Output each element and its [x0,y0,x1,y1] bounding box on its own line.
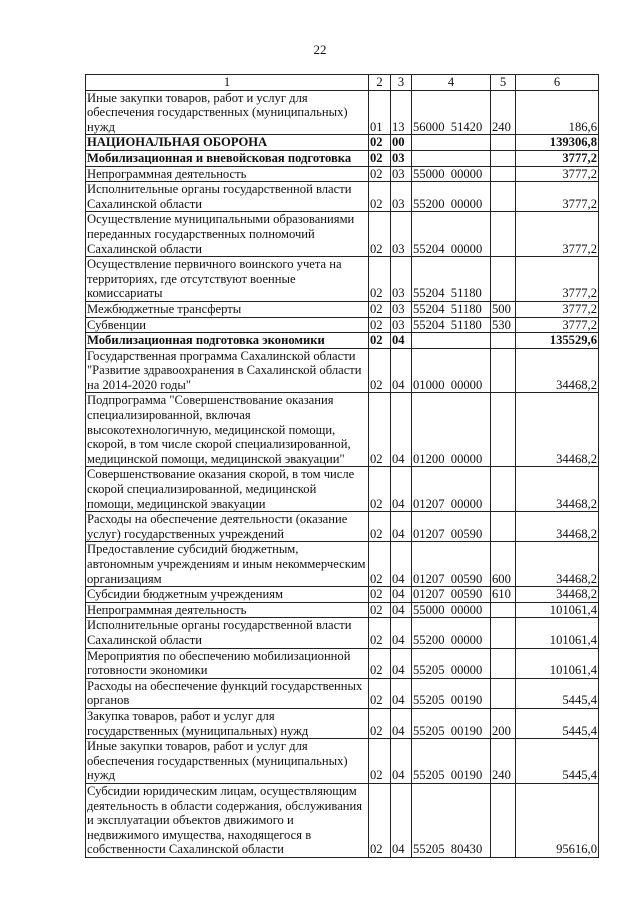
row-amount: 34468,2 [516,348,599,393]
row-name: Предоставление субсидий бюджетным, автономным учреждениям и иным некоммерческим организациям [86,542,369,587]
row-expense-type [491,333,516,349]
row-subsection: 03 [391,182,412,212]
row-expense-type [491,182,516,212]
row-expense-type: 240 [491,739,516,784]
row-section: 02 [369,708,391,738]
table-row [86,783,599,857]
row-expense-type [491,348,516,393]
row-expense-type [491,602,516,618]
row-section: 02 [369,678,391,708]
row-name: Закупка товаров, работ и услуг для государственных (муниципальных) нужд [86,708,369,738]
row-section: 02 [369,618,391,648]
row-name: Осуществление муниципальными образованиями переданных государственных полномочий Сахалинской области [86,212,369,257]
row-amount: 3777,2 [516,166,599,182]
row-subsection: 04 [391,348,412,393]
row-expense-type: 530 [491,317,516,333]
table-row [86,708,599,738]
row-section: 02 [369,467,391,512]
header-col-3: 3 [391,75,412,91]
header-col-2: 2 [369,75,391,91]
header-col-1: 1 [86,75,369,91]
row-target-article: 55200 00000 [412,618,491,648]
table-row [86,333,599,349]
row-expense-type [491,467,516,512]
row-section: 02 [369,166,391,182]
row-subsection: 04 [391,618,412,648]
row-expense-type: 600 [491,542,516,587]
row-subsection: 00 [391,135,412,151]
row-section: 02 [369,739,391,784]
row-target-article: 01200 00000 [412,393,491,467]
page-number: 22 [313,42,327,57]
table-row [86,587,599,603]
row-target-article: 56000 51420 [412,90,491,135]
row-target-article: 01000 00000 [412,348,491,393]
row-subsection: 03 [391,166,412,182]
row-name: Мобилизационная подготовка экономики [86,333,369,349]
row-amount: 3777,2 [516,257,599,302]
row-name: Подпрограмма "Совершенствование оказания специализированной, включая высокотехнологичную, медицинской помощи, скорой, в том числе скорой специализированной, медицинской помощи, медицинской эвакуации" [86,393,369,467]
row-subsection: 13 [391,90,412,135]
table-row [86,678,599,708]
row-name: Расходы на обеспечение функций государственных органов [86,678,369,708]
row-name: Мобилизационная и вневойсковая подготовка [86,150,369,166]
row-amount: 34468,2 [516,512,599,542]
row-amount: 101061,4 [516,602,599,618]
row-name: Иные закупки товаров, работ и услуг для обеспечения государственных (муниципальных) нужд [86,739,369,784]
row-name: Непрограммная деятельность [86,166,369,182]
row-section: 02 [369,393,391,467]
row-expense-type [491,618,516,648]
table-row [86,257,599,302]
row-section: 02 [369,602,391,618]
table-row [86,542,599,587]
row-target-article: 55204 51180 [412,317,491,333]
row-expense-type [491,166,516,182]
row-name: Осуществление первичного воинского учета на территориях, где отсутствуют военные комиссариаты [86,257,369,302]
row-amount: 101061,4 [516,648,599,678]
row-target-article [412,333,491,349]
row-expense-type [491,512,516,542]
table-row [86,150,599,166]
row-subsection: 04 [391,783,412,857]
row-section: 02 [369,317,391,333]
row-expense-type [491,212,516,257]
table-row [86,301,599,317]
row-name: Исполнительные органы государственной власти Сахалинской области [86,618,369,648]
row-target-article: 55204 51180 [412,301,491,317]
row-amount: 135529,6 [516,333,599,349]
table-row [86,166,599,182]
row-name: Субсидии бюджетным учреждениям [86,587,369,603]
row-name: Совершенствование оказания скорой, в том числе скорой специализированной, медицинской помощи, медицинской эвакуации [86,467,369,512]
row-amount: 95616,0 [516,783,599,857]
row-section: 02 [369,333,391,349]
row-amount: 34468,2 [516,542,599,587]
row-amount: 101061,4 [516,618,599,648]
row-subsection: 03 [391,212,412,257]
row-name: Исполнительные органы государственной власти Сахалинской области [86,182,369,212]
row-section: 02 [369,257,391,302]
table-row [86,618,599,648]
row-amount: 5445,4 [516,678,599,708]
row-section: 02 [369,301,391,317]
row-target-article: 55000 00000 [412,166,491,182]
row-amount: 34468,2 [516,393,599,467]
row-amount: 186,6 [516,90,599,135]
row-amount: 139306,8 [516,135,599,151]
row-target-article: 55205 00190 [412,708,491,738]
row-target-article: 55204 00000 [412,212,491,257]
table-row [86,90,599,135]
row-subsection: 03 [391,150,412,166]
row-name: Расходы на обеспечение деятельности (оказание услуг) государственных учреждений [86,512,369,542]
row-subsection: 04 [391,602,412,618]
table-row [86,182,599,212]
row-expense-type [491,150,516,166]
row-subsection: 04 [391,467,412,512]
row-section: 02 [369,212,391,257]
row-target-article: 01207 00590 [412,587,491,603]
row-target-article: 55200 00000 [412,182,491,212]
table-row [86,317,599,333]
row-subsection: 04 [391,739,412,784]
row-expense-type: 240 [491,90,516,135]
table-row [86,602,599,618]
table-row [86,212,599,257]
row-target-article: 55205 80430 [412,783,491,857]
row-subsection: 04 [391,512,412,542]
row-expense-type [491,135,516,151]
row-name: Субвенции [86,317,369,333]
table-header-row [86,75,599,91]
row-subsection: 03 [391,257,412,302]
row-target-article: 55205 00190 [412,678,491,708]
row-subsection: 04 [391,587,412,603]
table-row [86,739,599,784]
row-subsection: 04 [391,708,412,738]
row-section: 02 [369,348,391,393]
row-subsection: 04 [391,648,412,678]
table-row [86,648,599,678]
header-col-6: 6 [516,75,599,91]
row-subsection: 03 [391,301,412,317]
row-name: Мероприятия по обеспечению мобилизационной готовности экономики [86,648,369,678]
row-expense-type [491,783,516,857]
row-subsection: 04 [391,333,412,349]
row-target-article: 55205 00000 [412,648,491,678]
row-name: Иные закупки товаров, работ и услуг для обеспечения государственных (муниципальных) нужд [86,90,369,135]
row-target-article [412,135,491,151]
row-target-article: 55000 00000 [412,602,491,618]
row-subsection: 04 [391,542,412,587]
row-amount: 3777,2 [516,212,599,257]
table-row [86,512,599,542]
row-expense-type [491,393,516,467]
row-target-article: 01207 00590 [412,542,491,587]
row-target-article: 01207 00000 [412,467,491,512]
row-expense-type: 200 [491,708,516,738]
row-expense-type: 500 [491,301,516,317]
row-amount: 3777,2 [516,182,599,212]
row-amount: 3777,2 [516,301,599,317]
row-section: 02 [369,542,391,587]
row-section: 02 [369,648,391,678]
table-row [86,135,599,151]
row-expense-type [491,678,516,708]
table-row [86,348,599,393]
row-amount: 5445,4 [516,708,599,738]
row-target-article [412,150,491,166]
row-target-article: 55204 51180 [412,257,491,302]
row-amount: 3777,2 [516,150,599,166]
row-target-article: 55205 00190 [412,739,491,784]
row-subsection: 04 [391,678,412,708]
table-row [86,393,599,467]
row-section: 02 [369,135,391,151]
budget-table [85,74,599,858]
row-amount: 3777,2 [516,317,599,333]
row-target-article: 01207 00590 [412,512,491,542]
row-section: 02 [369,783,391,857]
row-section: 01 [369,90,391,135]
row-section: 02 [369,587,391,603]
row-amount: 5445,4 [516,739,599,784]
row-name: Государственная программа Сахалинской области "Развитие здравоохранения в Сахалинской области на 2014-2020 годы" [86,348,369,393]
row-subsection: 03 [391,317,412,333]
row-section: 02 [369,150,391,166]
row-expense-type [491,648,516,678]
row-amount: 34468,2 [516,467,599,512]
row-subsection: 04 [391,393,412,467]
row-expense-type: 610 [491,587,516,603]
header-col-4: 4 [412,75,491,91]
row-expense-type [491,257,516,302]
row-name: Непрограммная деятельность [86,602,369,618]
row-name: НАЦИОНАЛЬНАЯ ОБОРОНА [86,135,369,151]
row-name: Межбюджетные трансферты [86,301,369,317]
table-row [86,467,599,512]
header-col-5: 5 [491,75,516,91]
row-amount: 34468,2 [516,587,599,603]
row-section: 02 [369,182,391,212]
row-section: 02 [369,512,391,542]
row-name: Субсидии юридическим лицам, осуществляющим деятельность в области содержания, обслуживания и эксплуатации объектов движимого и недвижимого имущества, находящегося в собственности Сахалинской области [86,783,369,857]
